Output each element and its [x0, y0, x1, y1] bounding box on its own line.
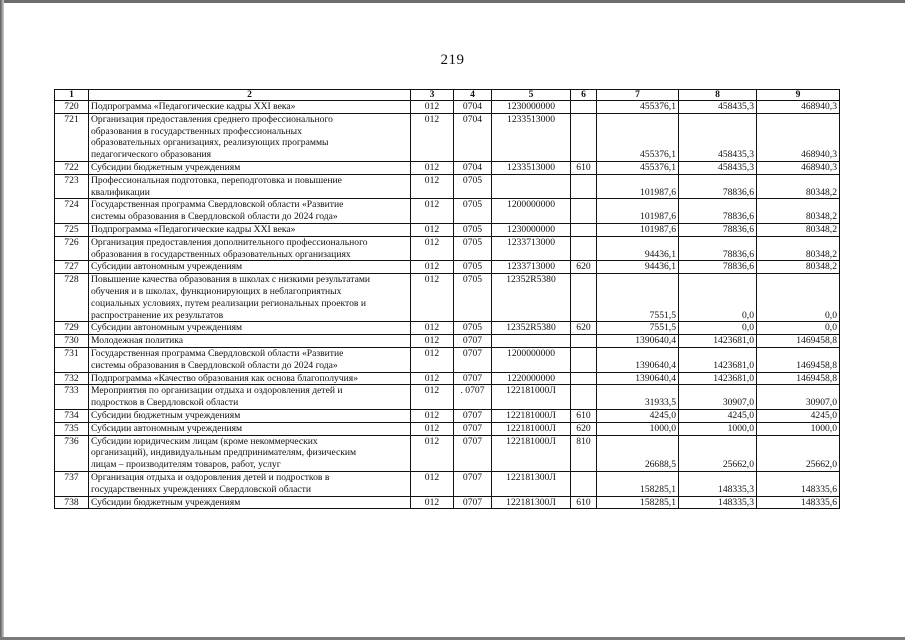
ministry-code: 012 — [411, 101, 454, 114]
row-description — [89, 471, 411, 496]
amount-col-8: 458435,3 — [679, 101, 757, 114]
section-code: 0705 — [454, 274, 492, 322]
expense-type-code: 610 — [571, 409, 597, 422]
ministry-code: 012 — [411, 161, 454, 174]
amount-col-7: 455376,1 — [597, 101, 679, 114]
ministry-code: 012 — [411, 274, 454, 322]
description-line: Организация предоставления среднего профессионального — [91, 113, 333, 125]
target-article-code: 1233713000 — [492, 236, 571, 261]
ministry-code: 012 — [411, 113, 454, 161]
row-number: 734 — [55, 409, 89, 422]
section-code: 0707 — [454, 347, 492, 372]
table-row — [55, 335, 840, 348]
header-col-8: 8 — [679, 90, 757, 101]
description-line: лицам – производителям товаров, работ, услуг — [91, 459, 281, 471]
description-line: системы образования в Свердловской области до 2024 года» — [91, 359, 338, 371]
description-line: Субсидии юридическим лицам (кроме некоммерческих — [91, 435, 318, 447]
ministry-code: 012 — [411, 322, 454, 335]
table-row — [55, 223, 840, 236]
amount-col-8: 1423681,0 — [679, 347, 757, 372]
description-line: образовательных организациях, реализующих программы — [91, 137, 329, 149]
section-code: 0707 — [454, 409, 492, 422]
header-row — [55, 90, 840, 101]
expense-type-code — [571, 174, 597, 199]
table-row — [55, 471, 840, 496]
row-description — [89, 223, 411, 236]
amount-col-7: 4245,0 — [597, 409, 679, 422]
amount-col-8: 458435,3 — [679, 161, 757, 174]
table-row — [55, 236, 840, 261]
amount-col-9: 1469458,8 — [757, 335, 840, 348]
table-row — [55, 347, 840, 372]
row-number: 722 — [55, 161, 89, 174]
amount-col-8: 30907,0 — [679, 385, 757, 410]
ministry-code: 012 — [411, 435, 454, 471]
description-line: Профессиональная подготовка, переподготовка и повышение — [91, 174, 342, 186]
description-line: Субсидии бюджетным учреждениям — [91, 496, 241, 508]
row-description — [89, 174, 411, 199]
amount-col-9: 1000,0 — [757, 422, 840, 435]
header-col-2: 2 — [89, 90, 411, 101]
amount-col-8: 1000,0 — [679, 422, 757, 435]
row-description — [89, 435, 411, 471]
expense-type-code: 620 — [571, 261, 597, 274]
row-number: 732 — [55, 372, 89, 385]
amount-col-9: 148335,6 — [757, 471, 840, 496]
expense-type-code — [571, 223, 597, 236]
description-line: Подпрограмма «Педагогические кадры XXI века» — [91, 223, 296, 235]
description-line: Государственная программа Свердловской области «Развитие — [91, 347, 344, 359]
table-row — [55, 372, 840, 385]
expense-type-code — [571, 347, 597, 372]
table-row — [55, 101, 840, 114]
ministry-code: 012 — [411, 261, 454, 274]
target-article-code — [492, 335, 571, 348]
section-code: 0705 — [454, 223, 492, 236]
row-description — [89, 372, 411, 385]
expense-type-code — [571, 274, 597, 322]
amount-col-7: 101987,6 — [597, 223, 679, 236]
amount-col-9: 80348,2 — [757, 199, 840, 224]
section-code: 0705 — [454, 261, 492, 274]
description-line: Субсидии автономным учреждениям — [91, 322, 243, 334]
target-article-code: 122181000Л — [492, 385, 571, 410]
amount-col-9: 1469458,8 — [757, 372, 840, 385]
description-line: организаций), индивидуальным предпринимателям, физическим — [91, 447, 357, 459]
amount-col-9: 0,0 — [757, 274, 840, 322]
target-article-code: 1233713000 — [492, 261, 571, 274]
amount-col-7: 94436,1 — [597, 236, 679, 261]
row-number: 733 — [55, 385, 89, 410]
ministry-code: 012 — [411, 335, 454, 348]
description-line: обучения и в школах, функционирующих в неблагоприятных — [91, 285, 342, 297]
amount-col-7: 1390640,4 — [597, 372, 679, 385]
amount-col-9: 25662,0 — [757, 435, 840, 471]
section-code: 0707 — [454, 422, 492, 435]
section-code: 0707 — [454, 372, 492, 385]
amount-col-7: 158285,1 — [597, 496, 679, 509]
expense-type-code: 610 — [571, 161, 597, 174]
table-row — [55, 385, 840, 410]
header-col-3: 3 — [411, 90, 454, 101]
target-article-code: 122181300Л — [492, 496, 571, 509]
ministry-code: 012 — [411, 385, 454, 410]
amount-col-8: 78836,6 — [679, 261, 757, 274]
amount-col-8: 78836,6 — [679, 223, 757, 236]
ministry-code: 012 — [411, 199, 454, 224]
row-number: 725 — [55, 223, 89, 236]
expense-type-code — [571, 236, 597, 261]
amount-col-7: 31933,5 — [597, 385, 679, 410]
amount-col-8: 78836,6 — [679, 174, 757, 199]
target-article-code: 122181000Л — [492, 422, 571, 435]
expense-type-code — [571, 113, 597, 161]
section-code: 0705 — [454, 199, 492, 224]
description-line: педагогического образования — [91, 149, 212, 161]
ministry-code: 012 — [411, 372, 454, 385]
target-article-code: 122181300Л — [492, 471, 571, 496]
row-description — [89, 422, 411, 435]
amount-col-7: 94436,1 — [597, 261, 679, 274]
section-code: 0705 — [454, 322, 492, 335]
expense-type-code — [571, 101, 597, 114]
expense-type-code: 620 — [571, 322, 597, 335]
row-description — [89, 409, 411, 422]
amount-col-7: 1390640,4 — [597, 347, 679, 372]
section-code: 0705 — [454, 236, 492, 261]
amount-col-8: 458435,3 — [679, 113, 757, 161]
amount-col-7: 101987,6 — [597, 174, 679, 199]
expense-type-code — [571, 385, 597, 410]
amount-col-8: 78836,6 — [679, 199, 757, 224]
row-number: 720 — [55, 101, 89, 114]
amount-col-8: 78836,6 — [679, 236, 757, 261]
description-line: Повышение качества образования в школах с низкими результатами — [91, 274, 371, 286]
table-row — [55, 435, 840, 471]
expense-type-code — [571, 372, 597, 385]
section-code: 0707 — [454, 435, 492, 471]
row-description — [89, 199, 411, 224]
page-number: 219 — [440, 52, 465, 68]
expense-type-code: 810 — [571, 435, 597, 471]
amount-col-9: 468940,3 — [757, 113, 840, 161]
row-number: 735 — [55, 422, 89, 435]
amount-col-8: 1423681,0 — [679, 335, 757, 348]
table-row — [55, 422, 840, 435]
description-line: Мероприятия по организации отдыха и оздоровления детей и — [91, 385, 343, 397]
row-number: 736 — [55, 435, 89, 471]
row-description — [89, 261, 411, 274]
target-article-code: 1200000000 — [492, 347, 571, 372]
description-line: государственных учреждениях Свердловской области — [91, 483, 311, 495]
table-header — [55, 90, 840, 101]
section-code: 0704 — [454, 113, 492, 161]
table-row — [55, 174, 840, 199]
table-row — [55, 274, 840, 322]
row-description — [89, 101, 411, 114]
budget-table — [54, 89, 840, 509]
target-article-code: 1233513000 — [492, 113, 571, 161]
description-line: образования в государственных образовательных организациях — [91, 248, 351, 260]
ministry-code: 012 — [411, 422, 454, 435]
description-line: системы образования в Свердловской области до 2024 года» — [91, 211, 338, 223]
header-col-4: 4 — [454, 90, 492, 101]
row-description — [89, 347, 411, 372]
header-col-7: 7 — [597, 90, 679, 101]
target-article-code: 12352R5380 — [492, 274, 571, 322]
description-line: Подпрограмма «Качество образования как основа благополучия» — [91, 372, 359, 384]
target-article-code: 1233513000 — [492, 161, 571, 174]
row-number: 721 — [55, 113, 89, 161]
target-article-code: 1220000000 — [492, 372, 571, 385]
row-number: 726 — [55, 236, 89, 261]
table-row — [55, 161, 840, 174]
amount-col-9: 0,0 — [757, 322, 840, 335]
amount-col-9: 30907,0 — [757, 385, 840, 410]
row-number: 729 — [55, 322, 89, 335]
amount-col-9: 148335,6 — [757, 496, 840, 509]
ministry-code: 012 — [411, 409, 454, 422]
row-description — [89, 113, 411, 161]
row-description — [89, 385, 411, 410]
amount-col-9: 80348,2 — [757, 261, 840, 274]
row-description — [89, 236, 411, 261]
row-number: 723 — [55, 174, 89, 199]
amount-col-8: 148335,3 — [679, 471, 757, 496]
row-number: 730 — [55, 335, 89, 348]
header-col-9: 9 — [757, 90, 840, 101]
ministry-code: 012 — [411, 223, 454, 236]
amount-col-7: 158285,1 — [597, 471, 679, 496]
scan-edge-left — [0, 0, 4, 640]
ministry-code: 012 — [411, 174, 454, 199]
table-row — [55, 409, 840, 422]
ministry-code: 012 — [411, 471, 454, 496]
amount-col-9: 468940,3 — [757, 161, 840, 174]
expense-type-code — [571, 471, 597, 496]
description-line: Организация предоставления дополнительного профессионального — [91, 236, 368, 248]
expense-type-code — [571, 335, 597, 348]
target-article-code: 1230000000 — [492, 223, 571, 236]
row-description — [89, 322, 411, 335]
amount-col-7: 7551,5 — [597, 322, 679, 335]
amount-col-8: 25662,0 — [679, 435, 757, 471]
section-code: 0707 — [454, 335, 492, 348]
amount-col-7: 455376,1 — [597, 113, 679, 161]
target-article-code: 1230000000 — [492, 101, 571, 114]
amount-col-8: 4245,0 — [679, 409, 757, 422]
target-article-code: 122181000Л — [492, 409, 571, 422]
description-line: социальных условиях, путем реализации региональных проектов и — [91, 297, 366, 309]
amount-col-7: 1000,0 — [597, 422, 679, 435]
table-row — [55, 322, 840, 335]
description-line: квалификации — [91, 186, 150, 198]
description-line: Организация отдыха и оздоровления детей и подростков в — [91, 471, 330, 483]
expense-type-code — [571, 199, 597, 224]
table-row — [55, 199, 840, 224]
expense-type-code: 610 — [571, 496, 597, 509]
description-line: Субсидии бюджетным учреждениям — [91, 409, 241, 421]
amount-col-8: 0,0 — [679, 274, 757, 322]
amount-col-7: 26688,5 — [597, 435, 679, 471]
row-number: 727 — [55, 261, 89, 274]
amount-col-8: 1423681,0 — [679, 372, 757, 385]
table-row — [55, 261, 840, 274]
row-number: 737 — [55, 471, 89, 496]
amount-col-9: 80348,2 — [757, 174, 840, 199]
target-article-code — [492, 174, 571, 199]
amount-col-7: 455376,1 — [597, 161, 679, 174]
row-description — [89, 274, 411, 322]
table-row — [55, 496, 840, 509]
header-col-1: 1 — [55, 90, 89, 101]
description-line: Государственная программа Свердловской области «Развитие — [91, 199, 344, 211]
section-code: 0707 — [454, 496, 492, 509]
amount-col-9: 80348,2 — [757, 236, 840, 261]
description-line: Молодежная политика — [91, 335, 184, 347]
section-code: 0704 — [454, 101, 492, 114]
row-number: 731 — [55, 347, 89, 372]
section-code: 0707 — [454, 471, 492, 496]
target-article-code: 12352R5380 — [492, 322, 571, 335]
amount-col-7: 1390640,4 — [597, 335, 679, 348]
row-description — [89, 335, 411, 348]
scan-edge-top — [0, 0, 905, 3]
header-col-6: 6 — [571, 90, 597, 101]
table-row — [55, 113, 840, 161]
target-article-code: 122181000Л — [492, 435, 571, 471]
section-code: 0705 — [454, 174, 492, 199]
expense-type-code: 620 — [571, 422, 597, 435]
ministry-code: 012 — [411, 236, 454, 261]
row-description — [89, 496, 411, 509]
amount-col-7: 7551,5 — [597, 274, 679, 322]
description-line: подростков в Свердловской области — [91, 397, 239, 409]
amount-col-9: 1469458,8 — [757, 347, 840, 372]
description-line: Субсидии автономным учреждениям — [91, 261, 243, 273]
description-line: распространение их результатов — [91, 309, 224, 321]
row-number: 728 — [55, 274, 89, 322]
table-body — [55, 101, 840, 509]
header-col-5: 5 — [492, 90, 571, 101]
section-code: 0704 — [454, 161, 492, 174]
row-number: 724 — [55, 199, 89, 224]
row-number: 738 — [55, 496, 89, 509]
section-code: . 0707 — [454, 385, 492, 410]
amount-col-7: 101987,6 — [597, 199, 679, 224]
description-line: Субсидии бюджетным учреждениям — [91, 161, 241, 173]
amount-col-9: 468940,3 — [757, 101, 840, 114]
amount-col-8: 0,0 — [679, 322, 757, 335]
amount-col-8: 148335,3 — [679, 496, 757, 509]
description-line: Субсидии автономным учреждениям — [91, 422, 243, 434]
ministry-code: 012 — [411, 347, 454, 372]
description-line: Подпрограмма «Педагогические кадры XXI века» — [91, 101, 296, 112]
ministry-code: 012 — [411, 496, 454, 509]
amount-col-9: 80348,2 — [757, 223, 840, 236]
description-line: образования в государственных профессиональных — [91, 125, 302, 137]
amount-col-9: 4245,0 — [757, 409, 840, 422]
row-description — [89, 161, 411, 174]
target-article-code: 1200000000 — [492, 199, 571, 224]
